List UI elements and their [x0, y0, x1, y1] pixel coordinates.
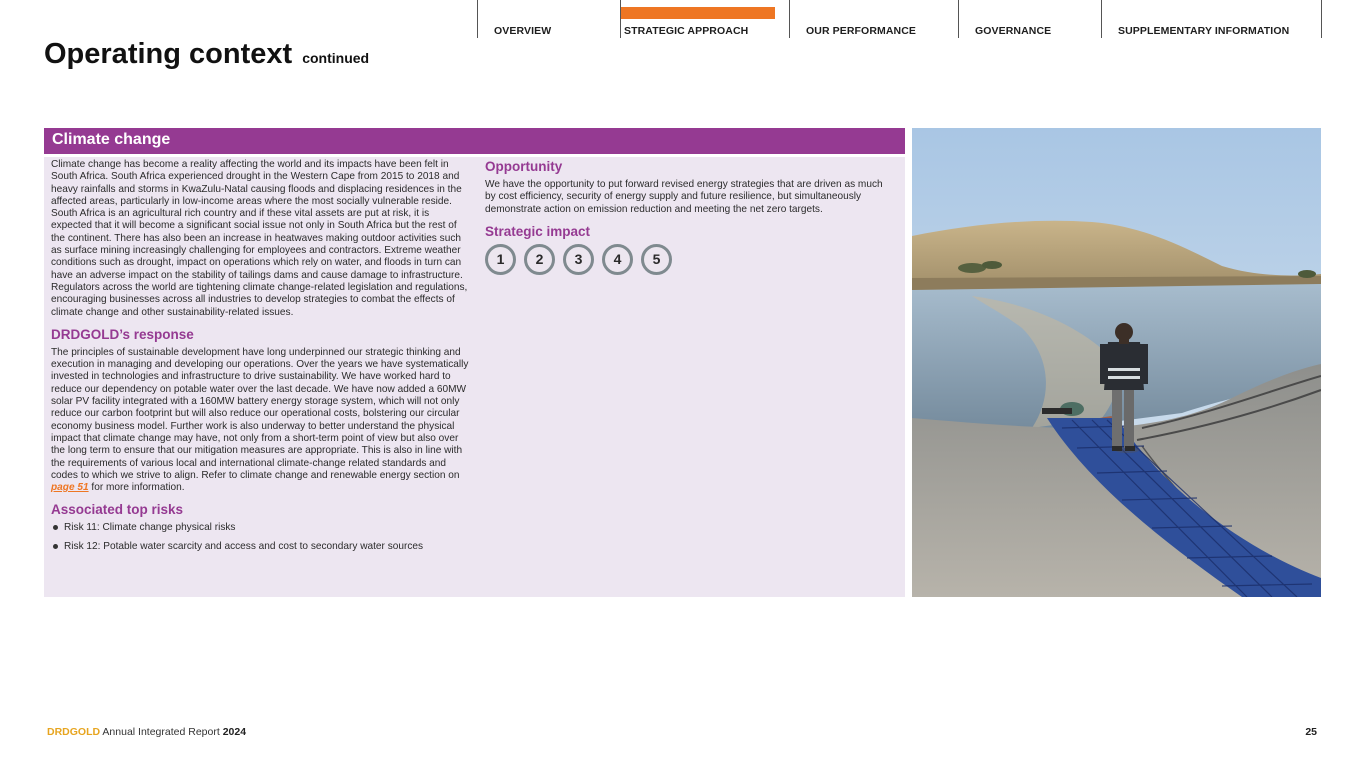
page-title-text: Operating context	[44, 38, 293, 70]
risk-item	[51, 522, 471, 533]
page-number: 25	[1305, 726, 1317, 738]
nav-tab-strategic-approach[interactable]	[620, 0, 789, 38]
nav-tab-label: OVERVIEW	[494, 25, 552, 37]
strategic-impact-badge: 1	[485, 244, 516, 275]
risk-text: Risk 11: Climate change physical risks	[64, 522, 236, 534]
nav-tab-supplementary-information[interactable]	[1101, 0, 1322, 38]
nav-tab-label: SUPPLEMENTARY INFORMATION	[1118, 25, 1290, 37]
response-tail: for more information.	[88, 482, 185, 494]
tailings-dam-photo	[912, 128, 1321, 597]
risks-heading: Associated top risks	[51, 502, 184, 518]
section-header: Climate change	[44, 128, 905, 154]
top-navigation	[477, 0, 1322, 38]
opportunity-paragraph: We have the opportunity to put forward revised energy strategies that are driven as much by cost efficiency, security of energy supply and future resilience, but simultaneously demonstrate action on emission reduction and meeting the net zero targets.	[485, 179, 883, 215]
nav-tab-governance[interactable]	[958, 0, 1101, 38]
page-link[interactable]: page 51	[51, 482, 89, 494]
nav-tab-label: GOVERNANCE	[975, 25, 1052, 37]
response-paragraph	[51, 347, 471, 495]
page-title	[44, 38, 369, 71]
strategic-impact-badge: 3	[563, 244, 594, 275]
footer-year: 2024	[222, 726, 247, 738]
active-tab-indicator	[621, 7, 775, 19]
bullet-icon	[53, 525, 58, 530]
risk-item	[51, 541, 471, 552]
nav-tab-label: OUR PERFORMANCE	[806, 25, 917, 37]
response-heading: DRDGOLD’s response	[51, 326, 194, 342]
nav-tab-overview[interactable]	[477, 0, 620, 38]
strategic-impact-list	[485, 244, 885, 275]
left-column	[51, 159, 471, 560]
strategic-impact-heading: Strategic impact	[485, 223, 591, 239]
nav-tab-our-performance[interactable]	[789, 0, 958, 38]
footer-report-title	[47, 726, 246, 738]
footer-brand: DRDGOLD	[47, 726, 101, 738]
intro-paragraph: Climate change has become a reality affecting the world and its impacts have been felt in South Africa. South Africa experienced drought in the Western Cape from 2015 to 2018 and heavy rainfalls and storms in KwaZulu-Natal causing floods and displacing residences in the affected areas, particularly in low-income areas where the most socially vulnerable reside. South Africa is an agricultural rich country and if these vital assets are put at risk, it is expected that it will become a significant social issue not only in South Africa but the rest of the continent. There has also been an increase in heatwaves making outdoor activities such as surface mining increasingly challenging for employees and contractors. Extreme weather conditions such as drought, impact on operations which rely on water, and floods in turn can have an adverse impact on the stability of tailings dams and cause damage to infrastructure. Regulators across the world are tightening climate change-related legislation and regulations, encouraging businesses across all industries to develop strategies to combat the effects of climate change and other sustainability-related issues.	[51, 159, 468, 318]
nav-tab-label: STRATEGIC APPROACH	[624, 25, 749, 37]
right-column	[485, 159, 885, 275]
strategic-impact-badge: 5	[641, 244, 672, 275]
strategic-impact-badge: 4	[602, 244, 633, 275]
strategic-impact-badge: 2	[524, 244, 555, 275]
response-text: The principles of sustainable development have long underpinned our strategic thinking and execution in managing and developing our operations. Over the years we have systematically invested in technologies and infrastructure to drive sustainability. We have worked hard to reduce our dependency on potable water over the last decade. We have now added a 60MW solar PV facility integrated with a 160MW battery energy storage system, which will not only reduce our carbon footprint but will also reduce our operational costs, bolstering our circular economy business model. Further work is also underway to better understand the physical impact that climate change may have, not only from a short-term point of view but also over the long term to ensure that our mitigation measures are appropriate. This is also in line with the requirements of various local and international climate-change related standards and codes to which we strive to align. Refer to climate change and renewable energy section on	[51, 346, 469, 481]
section-body	[44, 157, 905, 597]
bullet-icon	[53, 544, 58, 549]
opportunity-heading: Opportunity	[485, 159, 563, 174]
risk-text: Risk 12: Potable water scarcity and access and cost to secondary water sources	[64, 541, 424, 553]
page-title-suffix: continued	[302, 50, 370, 66]
footer-report-name: Annual Integrated Report	[100, 726, 223, 738]
